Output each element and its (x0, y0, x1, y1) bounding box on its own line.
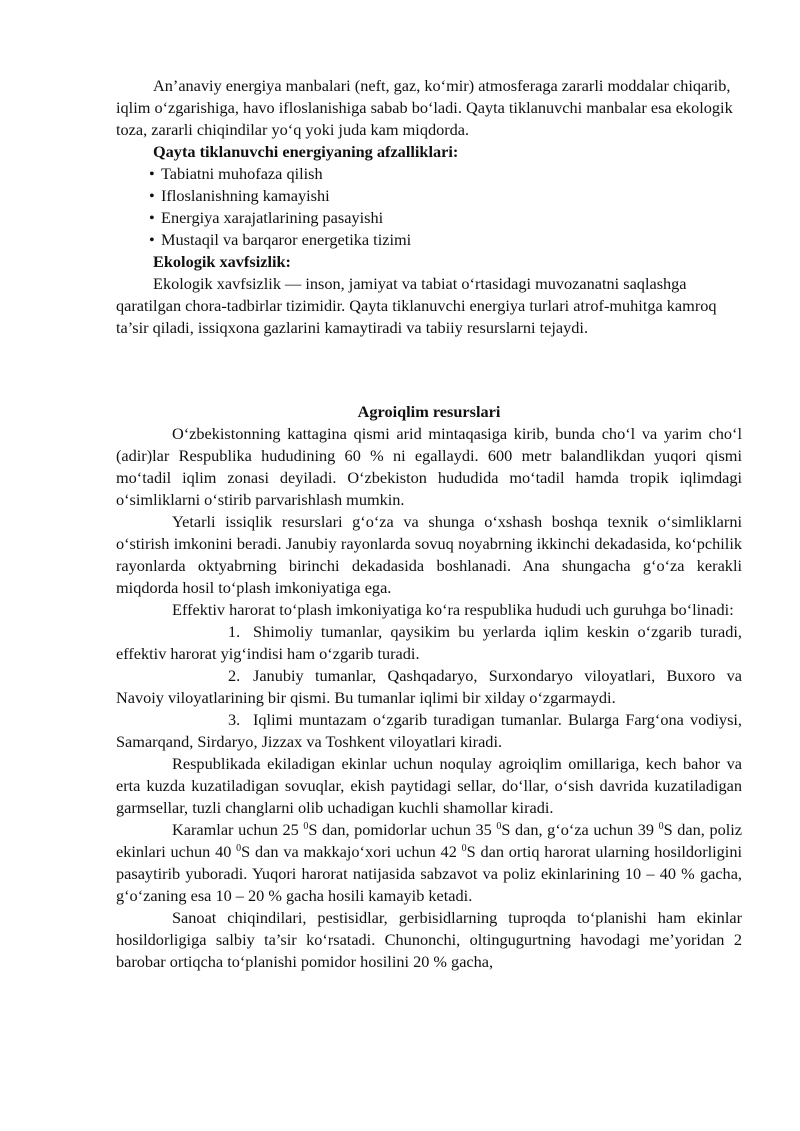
group-item-2 (116, 665, 742, 709)
paragraph-3: Effektiv harorat to‘plash imkoniyatiga ko‘ra respublika hududi uch guruhga bo‘linadi: (172, 600, 734, 619)
list-item: • Ifloslanishning kamayishi (149, 186, 330, 205)
safety-paragraph: Ekologik xavfsizlik — inson, jamiyat va tabiat o‘rtasidagi muvozanatni saqlashga qaratilgan chora-tadbirlar tizimidir. Qayta tiklanuvchi energiya turlari atrof-muhitga kamroq ta’sir qiladi, issiqxona gazlarini kamaytiradi va tabiiy resurslarni tejaydi. (116, 274, 717, 337)
bullet-icon: • (149, 230, 155, 249)
degree-superscript: 0 (303, 821, 309, 832)
paragraph-2: Yetarli issiqlik resurslari g‘o‘za va shunga o‘xshash boshqa texnik o‘simliklarni o‘stirish imkonini beradi. Janubiy rayonlarda sovuq noyabrning ikkinchi dekadasida, ko‘pchilik rayonlarda oktyabrning birinchi dekadasida boshlanadi. Ana shungacha g‘o‘za kerakli miqdorda hosil to‘plash imkoniyatiga ega. (116, 512, 742, 597)
degree-superscript: 0 (461, 843, 467, 854)
advantages-list (116, 163, 742, 251)
degree-superscript: 0 (658, 821, 664, 832)
group-number: 3. (228, 710, 241, 729)
group-item-3 (116, 709, 742, 753)
advantages-heading: Qayta tiklanuvchi energiyaning afzalliklari: (153, 142, 459, 161)
list-item: • Energiya xarajatlarining pasayishi (149, 208, 384, 227)
paragraph-5: Karamlar uchun 25 $^0$S dan, pomidorlar uchun 35 $^0$S dan, g‘o‘za uchun 39 $^0$S dan, poliz ekinlari uchun 40 $^0$S dan va makkajo‘xori uchun 42 $^0$S dan ortiq harorat ularning hosildorligini pasaytirib yuboradi. Yuqori harorat natijasida sabzavot va poliz ekinlarining 10 – 40 % gacha, g‘o‘zaning esa 10 – 20 % gacha hosili kamayib ketadi. (116, 820, 743, 905)
group-number: 1. (228, 622, 241, 641)
renewable-energy-section (116, 75, 742, 339)
list-item: • Mustaqil va barqaror energetika tizimi (149, 230, 412, 249)
group-item-1 (116, 621, 742, 665)
bullet-icon: • (149, 208, 155, 227)
paragraph-1: O‘zbekistonning kattagina qismi arid mintaqasiga kirib, bunda cho‘l va yarim cho‘l (adir)lar Respublika hududining 60 % ni egallaydi. 600 metr balandlikdan yuqori qismi mo‘tadil iqlim zonasi deyiladi. O‘zbekiston hududida mo‘tadil hamda tropik iqlimdagi o‘simliklarni o‘stirib parvarishlash mumkin. (116, 424, 742, 509)
section-title: Agroiqlim resurslari (357, 402, 501, 421)
degree-superscript: 0 (496, 821, 502, 832)
group-number: 2. (228, 666, 241, 685)
list-item: • Tabiatni muhofaza qilish (149, 164, 323, 183)
intro-paragraph: An’anaviy energiya manbalari (neft, gaz, ko‘mir) atmosferaga zararli moddalar chiqarib, iqlim o‘zgarishiga, havo ifloslanishiga sabab bo‘ladi. Qayta tiklanuvchi manbalar esa ekologik toza, zararli chiqindilar yo‘q yoki juda kam miqdorda. (116, 76, 733, 139)
group-text: Janubiy tumanlar, Qashqadaryo, Surxondaryo viloyatlari, Buxoro va Navoiy viloyatlarining bir qismi. Bu tumanlar iqlimi bir xilday o‘zgarmaydi. (116, 666, 742, 707)
group-text: Iqlimi muntazam o‘zgarib turadigan tumanlar. Bularga Farg‘ona vodiysi, Samarqand, Sirdaryo, Jizzax va Toshkent viloyatlari kiradi. (116, 710, 742, 751)
paragraph-6: Sanoat chiqindilari, pestisidlar, gerbisidlarning tuproqda to‘planishi ham ekinlar hosildorligiga salbiy ta’sir ko‘rsatadi. Chunonchi, oltingugurtning havodagi me’yoridan 2 barobar ortiqcha to‘planishi pomidor hosilini 20 % gacha, (116, 908, 742, 971)
bullet-icon: • (149, 186, 155, 205)
paragraph-4: Respublikada ekiladigan ekinlar uchun noqulay agroiqlim omillariga, kech bahor va erta kuzda kuzatiladigan sovuqlar, ekish paytidagi sellar, do‘llar, o‘sish davrida kuzatiladigan garmsellar, tuzli changlarni olib uchadigan kuchli shamollar kiradi. (116, 754, 742, 817)
degree-superscript: 0 (236, 843, 242, 854)
group-text: Shimoliy tumanlar, qaysikim bu yerlarda iqlim keskin o‘zgarib turadi, effektiv harorat yig‘indisi ham o‘zgarib turadi. (116, 622, 742, 663)
safety-heading: Ekologik xavfsizlik: (153, 252, 291, 271)
agroclimate-section (116, 401, 742, 973)
bullet-icon: • (149, 164, 155, 183)
